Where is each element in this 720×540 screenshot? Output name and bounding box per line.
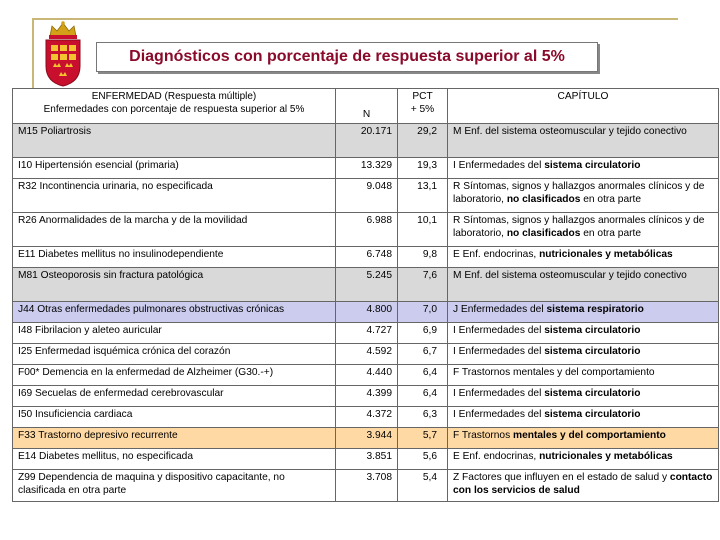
header-pct-line2: + 5% [410, 103, 435, 115]
diagnosis-table [12, 88, 719, 502]
row-pct: 6,4 [398, 386, 448, 407]
row-disease: J44 Otras enfermedades pulmonares obstructivas crónicas [13, 302, 336, 323]
chapter-text: I Enfermedades del [453, 388, 545, 399]
row-chapter [448, 247, 719, 268]
chapter-text: I Enfermedades del [453, 346, 545, 357]
row-chapter [448, 268, 719, 302]
chapter-bold-text: contacto con los servicios de salud [453, 472, 713, 496]
chapter-bold-text: no clasificados [506, 227, 581, 239]
row-n: 3.944 [336, 428, 398, 449]
chapter-text: R Síntomas, signos y hallazgos anormales clínicos y de laboratorio, [453, 181, 705, 205]
frame-left-line [32, 18, 34, 90]
row-chapter [448, 124, 719, 158]
row-chapter [448, 158, 719, 179]
row-n: 4.592 [336, 344, 398, 365]
header-chapter-label: CAPÍTULO [557, 91, 609, 102]
column-header-n [336, 89, 398, 124]
table-row [13, 407, 719, 428]
column-header-pct [398, 89, 448, 124]
row-pct: 10,1 [398, 213, 448, 247]
chapter-text: I Enfermedades del [453, 409, 545, 420]
header-pct-line1: PCT [412, 91, 433, 102]
page-title: Diagnósticos con porcentaje de respuesta superior al 5% [129, 48, 565, 65]
row-disease: I69 Secuelas de enfermedad cerebrovascular [13, 386, 336, 407]
row-pct: 6,9 [398, 323, 448, 344]
chapter-bold-text: sistema circulatorio [544, 409, 641, 420]
row-pct: 6,3 [398, 407, 448, 428]
row-pct: 19,3 [398, 158, 448, 179]
row-disease: M81 Osteoporosis sin fractura patológica [13, 268, 336, 302]
chapter-bold-text: sistema circulatorio [544, 160, 641, 171]
table-row [13, 428, 719, 449]
row-disease: F00* Demencia en la enfermedad de Alzheimer (G30.-+) [13, 365, 336, 386]
row-disease: M15 Poliartrosis [13, 124, 336, 158]
row-disease: Z99 Dependencia de maquina y dispositivo capacitante, no clasificada en otra parte [13, 470, 336, 502]
chapter-tail-text: en otra parte [580, 227, 642, 239]
row-chapter [448, 365, 719, 386]
row-n: 5.245 [336, 268, 398, 302]
chapter-text: E Enf. endocrinas, [453, 249, 540, 260]
row-n: 9.048 [336, 179, 398, 213]
chapter-bold-text: nutricionales y metabólicas [539, 451, 673, 462]
row-n: 13.329 [336, 158, 398, 179]
table-row [13, 213, 719, 247]
row-n: 3.851 [336, 449, 398, 470]
row-n: 4.727 [336, 323, 398, 344]
table-row [13, 470, 719, 502]
table-row [13, 386, 719, 407]
row-pct: 5,7 [398, 428, 448, 449]
row-pct: 5,6 [398, 449, 448, 470]
row-pct: 6,7 [398, 344, 448, 365]
row-chapter [448, 449, 719, 470]
row-n: 6.988 [336, 213, 398, 247]
chapter-tail-text: en otra parte [580, 193, 642, 205]
chapter-text: J Enfermedades del [453, 304, 547, 315]
row-chapter [448, 386, 719, 407]
table-row [13, 268, 719, 302]
table-row [13, 365, 719, 386]
table-header-row [13, 89, 719, 124]
chapter-bold-text: no clasificados [506, 193, 581, 205]
coat-of-arms-icon [38, 20, 88, 88]
chapter-text: M Enf. del sistema osteomuscular y tejido conectivo [453, 126, 687, 137]
chapter-text: I Enfermedades del [453, 325, 545, 336]
chapter-text: E Enf. endocrinas, [453, 451, 540, 462]
row-pct: 13,1 [398, 179, 448, 213]
title-box [96, 42, 598, 72]
row-chapter [448, 213, 719, 247]
row-n: 3.708 [336, 470, 398, 502]
table-row [13, 158, 719, 179]
chapter-text: F Trastornos mentales y del comportamiento [453, 367, 655, 378]
row-chapter [448, 323, 719, 344]
chapter-text: R Síntomas, signos y hallazgos anormales clínicos y de laboratorio, [453, 215, 705, 239]
header-disease-line2: Enfermedades con porcentaje de respuesta superior al 5% [43, 103, 305, 115]
row-disease: E14 Diabetes mellitus, no especificada [13, 449, 336, 470]
row-disease: I50 Insuficiencia cardiaca [13, 407, 336, 428]
chapter-bold-text: sistema circulatorio [544, 388, 641, 399]
table-row [13, 449, 719, 470]
row-disease: I48 Fibrilacion y aleteo auricular [13, 323, 336, 344]
table-row [13, 344, 719, 365]
chapter-text: M Enf. del sistema osteomuscular y tejido conectivo [453, 270, 687, 281]
frame-top-line [32, 18, 678, 20]
row-disease: F33 Trastorno depresivo recurrente [13, 428, 336, 449]
chapter-bold-text: sistema circulatorio [544, 325, 641, 336]
row-n: 4.440 [336, 365, 398, 386]
row-chapter [448, 302, 719, 323]
column-header-disease [13, 89, 336, 124]
row-pct: 5,4 [398, 470, 448, 502]
row-pct: 7,6 [398, 268, 448, 302]
row-chapter [448, 407, 719, 428]
table-row [13, 247, 719, 268]
row-chapter [448, 344, 719, 365]
row-disease: I10 Hipertensión esencial (primaria) [13, 158, 336, 179]
column-header-chapter [448, 89, 719, 124]
row-pct: 9,8 [398, 247, 448, 268]
row-pct: 29,2 [398, 124, 448, 158]
row-n: 6.748 [336, 247, 398, 268]
table-row [13, 302, 719, 323]
row-disease: R32 Incontinencia urinaria, no especificada [13, 179, 336, 213]
row-n: 20.171 [336, 124, 398, 158]
chapter-text: Z Factores que influyen en el estado de salud y [453, 472, 670, 483]
chapter-bold-text: sistema respiratorio [546, 304, 644, 315]
table-row [13, 179, 719, 213]
row-chapter [448, 428, 719, 449]
row-n: 4.800 [336, 302, 398, 323]
row-disease: R26 Anormalidades de la marcha y de la movilidad [13, 213, 336, 247]
row-chapter [448, 179, 719, 213]
row-disease: E11 Diabetes mellitus no insulinodependiente [13, 247, 336, 268]
chapter-text: I Enfermedades del [453, 160, 545, 171]
chapter-bold-text: mentales y del comportamiento [513, 430, 666, 441]
table-row [13, 323, 719, 344]
row-pct: 7,0 [398, 302, 448, 323]
chapter-bold-text: nutricionales y metabólicas [539, 249, 673, 260]
row-n: 4.399 [336, 386, 398, 407]
header-disease-line1: ENFERMEDAD (Respuesta múltiple) [91, 91, 257, 102]
row-chapter [448, 470, 719, 502]
row-n: 4.372 [336, 407, 398, 428]
row-pct: 6,4 [398, 365, 448, 386]
chapter-text: F Trastornos [453, 430, 514, 441]
chapter-bold-text: sistema circulatorio [544, 346, 641, 357]
row-disease: I25 Enfermedad isquémica crónica del corazón [13, 344, 336, 365]
table-row [13, 124, 719, 158]
header-n-label: N [362, 108, 371, 120]
